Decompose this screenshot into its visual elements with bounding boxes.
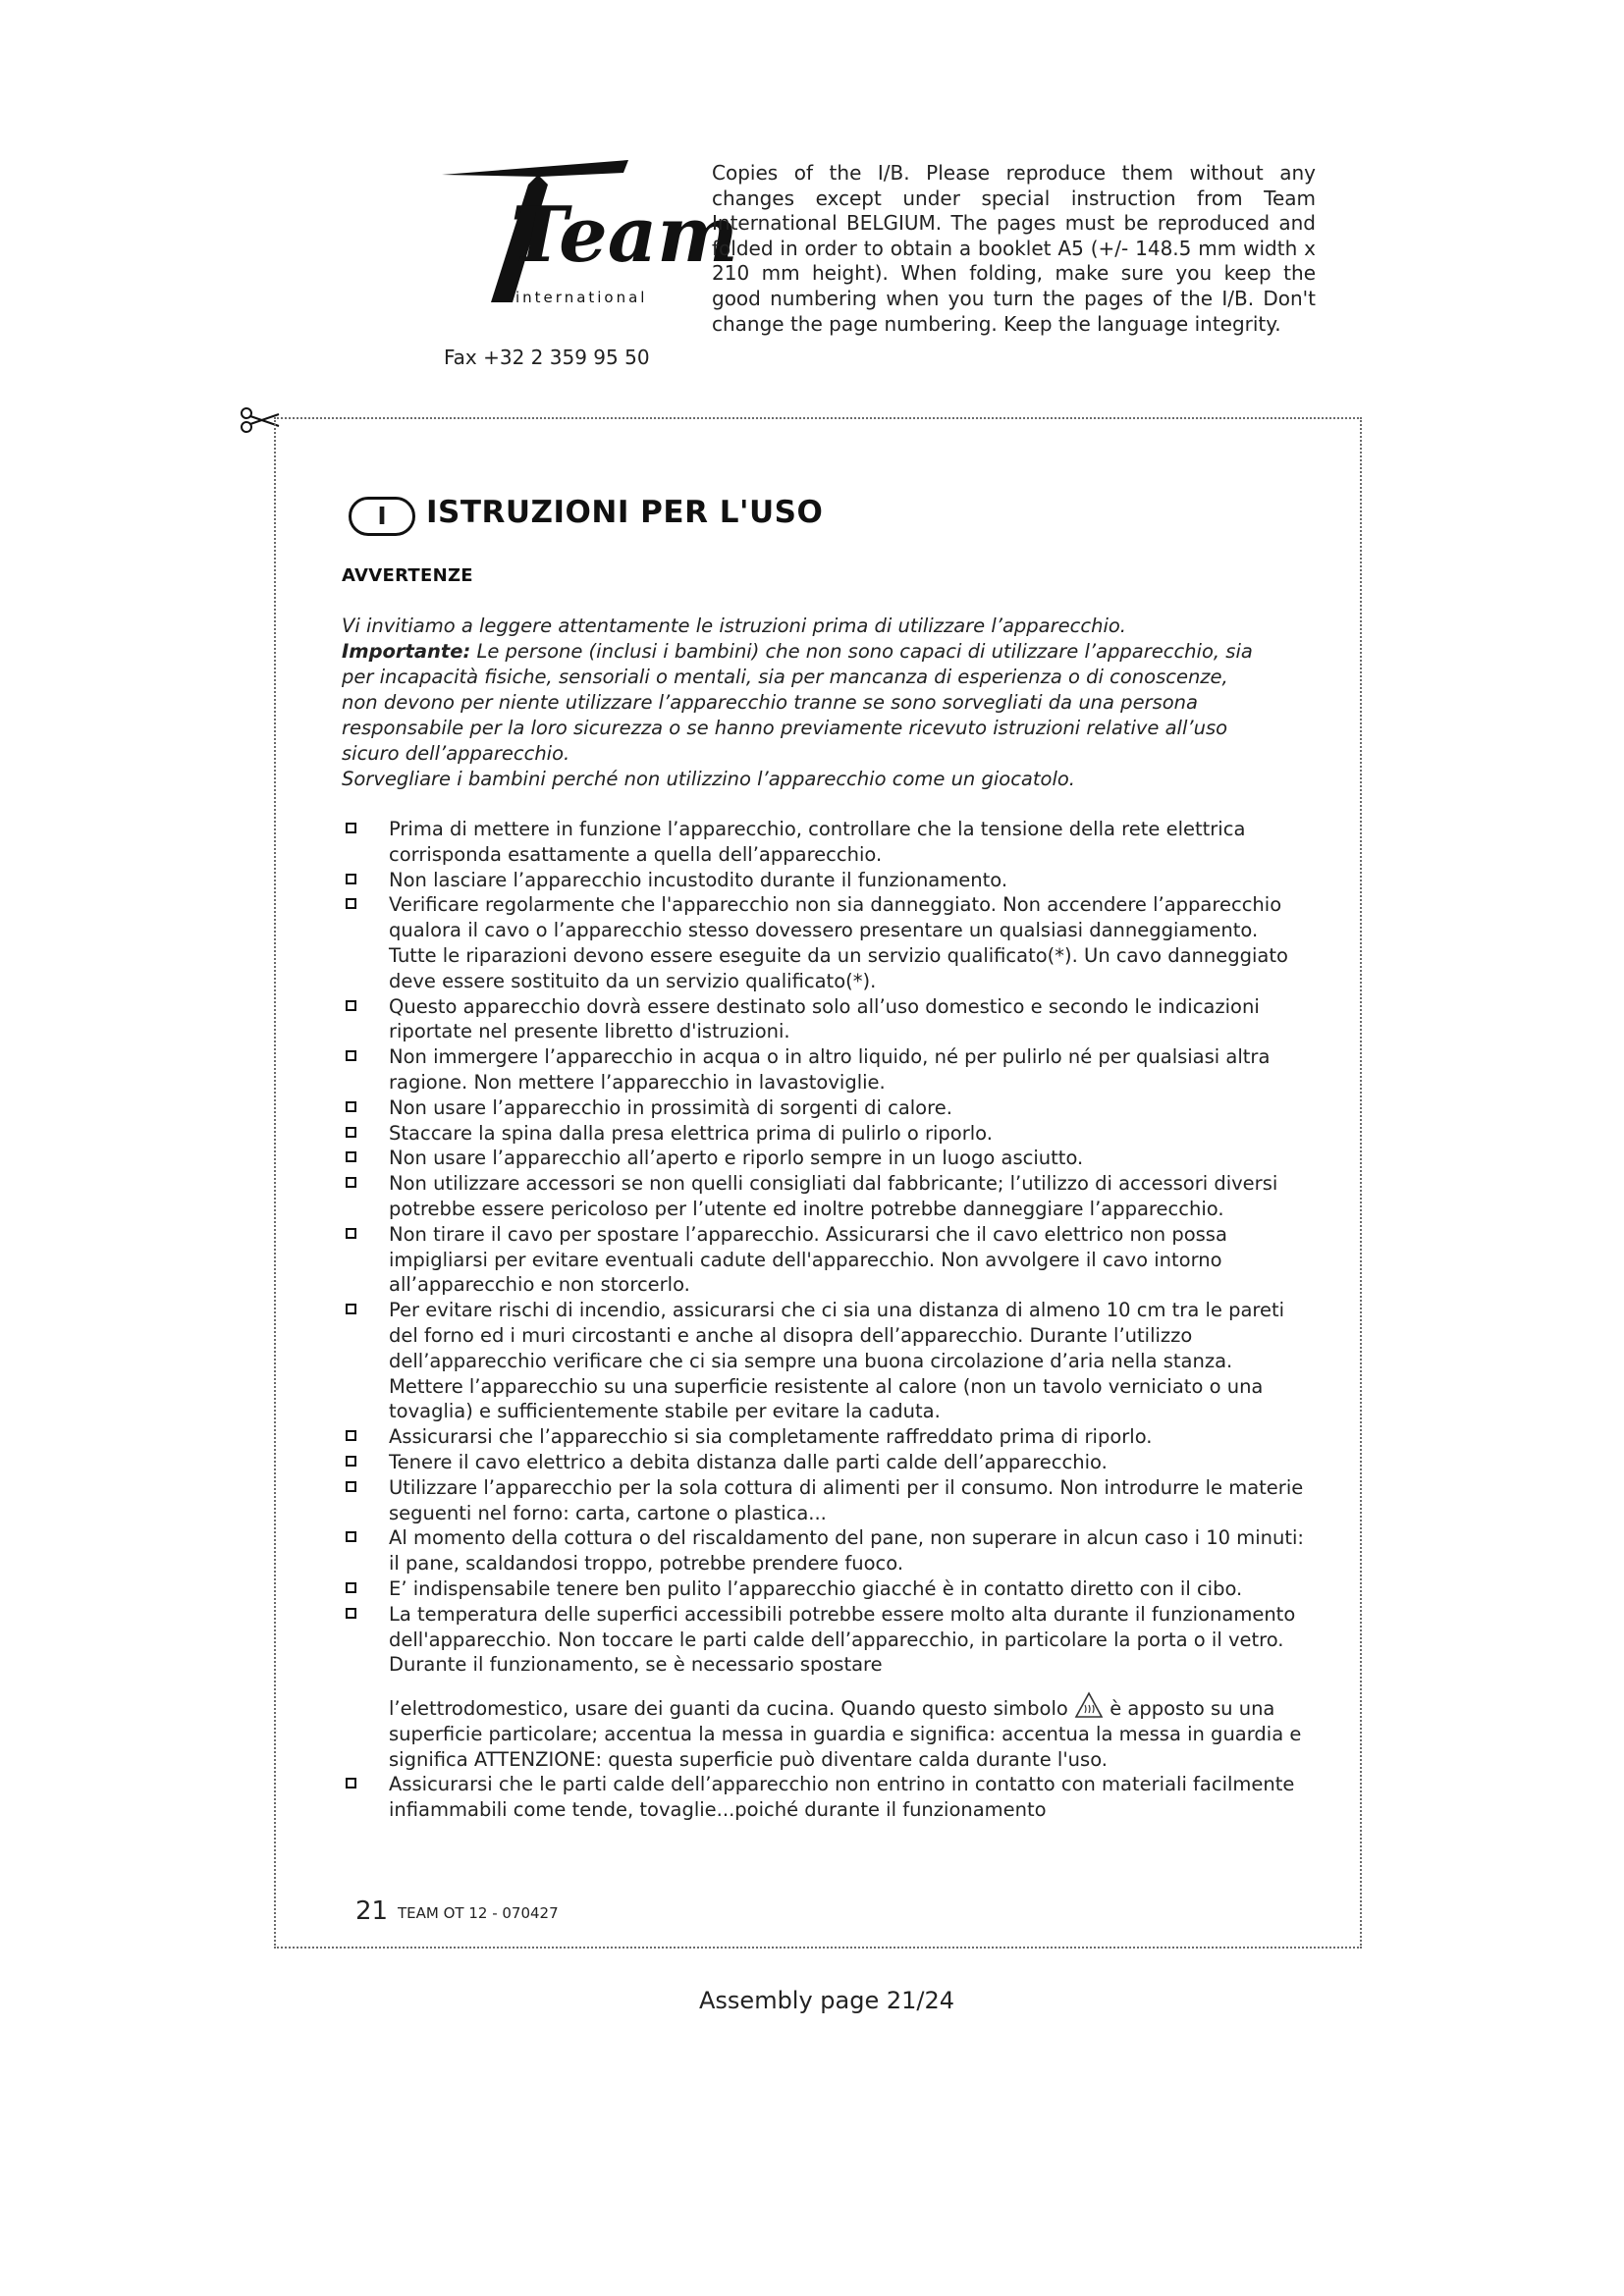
list-item-text: l’elettrodomestico, usare dei guanti da cucina. Quando questo simbolo	[389, 1697, 1075, 1721]
list-item	[342, 1095, 1304, 1121]
list-item-text: Non immergere l’apparecchio in acqua o in altro liquido, né per pulirlo né per qualsiasi altra ragione. Non mettere l’apparecchio in lavastoviglie.	[389, 1045, 1271, 1094]
important-label: Importante:	[342, 640, 471, 663]
list-item	[342, 1298, 1304, 1424]
list-item	[342, 994, 1304, 1045]
list-item-text: Verificare regolarmente che l'apparecchio non sia danneggiato. Non accendere l’apparecchio qualora il cavo o l’apparecchio stesso dovessero presentare un qualsiasi danneggiamento. Tutte le riparazioni devono essere eseguite da un servizio qualificato(*). Un cavo danneggiato deve essere sostituito da un servizio qualificato(*).	[389, 893, 1288, 992]
list-item-text: Per evitare rischi di incendio, assicurarsi che ci sia una distanza di almeno 10 cm tra le pareti del forno ed i muri circostanti e anche al disopra dell’apparecchio. Durante l’utilizzo dell’apparecchio verificare che ci sia sempre una buona circolazione d’aria nella stanza. Mettere l’apparecchio su una superficie resistente al calore (non un tavolo verniciato o una tovaglia) e sufficientemente stabile per evitare la caduta.	[389, 1299, 1285, 1423]
list-item-text: è apposto su una superficie particolare; accentua la messa in guardia e significa: accentua la messa in guardia e significa ATTENZIONE: questa superficie può diventare calda durante l'uso.	[389, 1697, 1302, 1771]
checkbox-bullet-icon	[346, 1151, 356, 1162]
list-item	[342, 1602, 1304, 1773]
list-item-text: Non lasciare l’apparecchio incustodito durante il funzionamento.	[389, 868, 1008, 891]
language-badge: I	[349, 497, 415, 536]
list-item-text: Utilizzare l’apparecchio per la sola cottura di alimenti per il consumo. Non introdurre le materie seguenti nel forno: carta, cartone o plastica...	[389, 1475, 1304, 1524]
list-item	[342, 817, 1304, 868]
checkbox-bullet-icon	[346, 1778, 356, 1789]
list-item	[342, 868, 1304, 893]
intro-line: Vi invitiamo a leggere attentamente le istruzioni prima di utilizzare l’apparecchio.	[342, 614, 1126, 637]
printing-instructions: Copies of the I/B. Please reproduce them without any changes except under special instruction from Team International BELGIUM. The pages must be reproduced and folded in order to obtain a booklet A5 (+/- 148.5 mm width x 210 mm height). When folding, make sure you keep the good numbering when you turn the pages of the I/B. Don't change the page numbering. Keep the language integrity.	[712, 161, 1316, 336]
list-item-text: Assicurarsi che le parti calde dell’apparecchio non entrino in contatto con materiali facilmente infiammabili come tende, tovaglie...poiché durante il funzionamento	[389, 1773, 1295, 1822]
list-item-text: Tenere il cavo elettrico a debita distanza dalle parti calde dell’apparecchio.	[389, 1450, 1108, 1473]
important-text: Le persone (inclusi i bambini) che non sono capaci di utilizzare l’apparecchio, sia per incapacità fisiche, sensoriali o mentali, sia per mancanza di esperienza o di conoscenze, non devono per niente utilizzare l’apparecchio tranne se sono sorvegliati da una persona responsabile per la loro sicurezza o se hanno previamente ricevuto istruzioni relative all’uso sicuro dell’apparecchio.	[342, 640, 1253, 765]
list-item	[342, 1171, 1304, 1222]
list-item-text: La temperatura delle superfici accessibili potrebbe essere molto alta durante il funzionamento dell'apparecchio. Non toccare le parti calde dell’apparecchio, in particolare la porta o il vetro. Durante il funzionamento, se è necessario spostare	[389, 1602, 1296, 1677]
page-title: ISTRUZIONI PER L'USO	[426, 495, 824, 530]
list-item	[342, 1146, 1304, 1171]
checkbox-bullet-icon	[346, 1304, 356, 1314]
checkbox-bullet-icon	[346, 1050, 356, 1061]
logo-wordmark: Team	[511, 190, 738, 280]
intro-text	[342, 614, 1265, 792]
list-item-text: Non usare l’apparecchio in prossimità di sorgenti di calore.	[389, 1095, 952, 1119]
list-item	[342, 1044, 1304, 1095]
checkbox-bullet-icon	[346, 823, 356, 833]
list-item-text: Non utilizzare accessori se non quelli consigliati dal fabbricante; l’utilizzo di accessori diversi potrebbe essere pericoloso per l’utente ed inoltre potrebbe danneggiare l’apparecchio.	[389, 1172, 1278, 1220]
checkbox-bullet-icon	[346, 898, 356, 909]
list-item	[342, 1222, 1304, 1298]
list-item-text: Non usare l’apparecchio all’aperto e riporlo sempre in un luogo asciutto.	[389, 1147, 1084, 1170]
checkbox-bullet-icon	[346, 1101, 356, 1112]
list-item-text: Al momento della cottura o del riscaldamento del pane, non superare in alcun caso i 10 minuti: il pane, scaldandosi troppo, potrebbe prendere fuoco.	[389, 1526, 1304, 1575]
document-code: TEAM OT 12 - 070427	[398, 1904, 559, 1922]
list-item-text: E’ indispensabile tenere ben pulito l’apparecchio giacché è in contatto diretto con il cibo.	[389, 1576, 1243, 1600]
important-paragraph	[342, 639, 1265, 767]
checkbox-bullet-icon	[346, 1127, 356, 1138]
checkbox-bullet-icon	[346, 1608, 356, 1619]
list-item-text: Non tirare il cavo per spostare l’apparecchio. Assicurarsi che il cavo elettrico non possa impigliarsi per evitare eventuali cadute dell'apparecchio. Non avvolgere il cavo intorno all’apparecchio e non storcerlo.	[389, 1222, 1227, 1297]
section-heading: AVVERTENZE	[342, 565, 473, 586]
checkbox-bullet-icon	[346, 1000, 356, 1011]
assembly-page-label: Assembly page 21/24	[699, 1987, 955, 2014]
list-item-text: Prima di mettere in funzione l’apparecchio, controllare che la tensione della rete elettrica corrisponda esattamente a quella dell’apparecchio.	[389, 818, 1246, 866]
team-international-logo	[422, 155, 738, 322]
list-item	[342, 1424, 1304, 1450]
list-item	[342, 1525, 1304, 1576]
list-item-text: Assicurarsi che l’apparecchio si sia completamente raffreddato prima di riporlo.	[389, 1425, 1153, 1449]
intro-line: Sorvegliare i bambini perché non utilizzino l’apparecchio come un giocatolo.	[342, 768, 1076, 790]
list-item	[342, 1121, 1304, 1147]
checkbox-bullet-icon	[346, 1177, 356, 1188]
list-item	[342, 1475, 1304, 1526]
checkbox-bullet-icon	[346, 1430, 356, 1441]
list-item-text: Questo apparecchio dovrà essere destinato solo all’uso domestico e secondo le indicazioni riportate nel presente libretto d'istruzioni.	[389, 994, 1260, 1043]
list-item-text: Staccare la spina dalla presa elettrica prima di pulirlo o riporlo.	[389, 1121, 993, 1145]
page-number: 21	[355, 1896, 389, 1926]
list-item	[342, 1576, 1304, 1602]
warnings-list	[342, 817, 1304, 1823]
checkbox-bullet-icon	[346, 1228, 356, 1239]
checkbox-bullet-icon	[346, 1531, 356, 1542]
checkbox-bullet-icon	[346, 874, 356, 884]
hot-surface-warning-icon	[1074, 1691, 1104, 1719]
checkbox-bullet-icon	[346, 1456, 356, 1467]
checkbox-bullet-icon	[346, 1582, 356, 1593]
list-item	[342, 1450, 1304, 1475]
logo-subtext: international	[515, 289, 648, 306]
checkbox-bullet-icon	[346, 1481, 356, 1492]
fax-number: Fax +32 2 359 95 50	[444, 346, 650, 369]
list-item	[342, 892, 1304, 993]
list-item	[342, 1772, 1304, 1823]
